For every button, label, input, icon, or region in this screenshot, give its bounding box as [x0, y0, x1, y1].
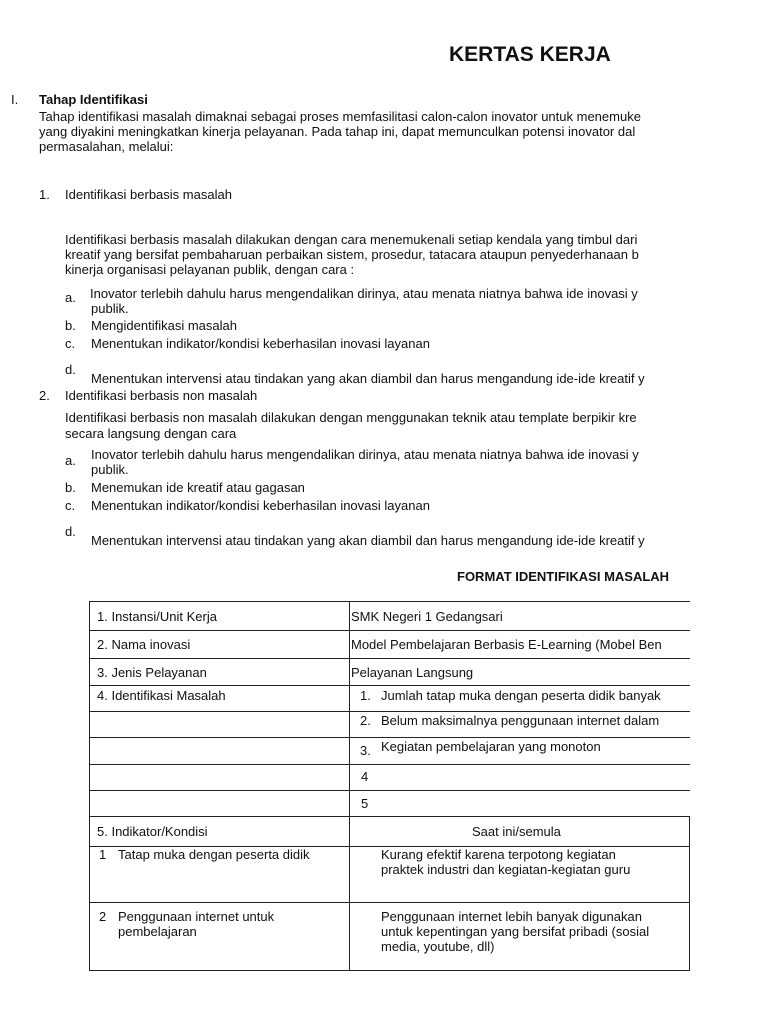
problem-text: Belum maksimalnya penggunaan internet dalam [381, 713, 660, 728]
table-rule [689, 816, 690, 971]
table-rule [89, 711, 690, 712]
problem-number: 3. [360, 743, 371, 758]
indicator-number: 1 [99, 847, 107, 862]
section-intro-line: yang diyakini meningkatkan kinerja pelayanan. Pada tahap ini, dapat memunculkan potensi inovator dal [39, 124, 636, 139]
table-rule [349, 601, 350, 971]
item1-step-b-marker: b. [65, 318, 76, 333]
section-intro-line: permasalahan, melalui: [39, 139, 174, 154]
item1-step-a-marker: a. [65, 290, 76, 305]
item1-paragraph-line: kinerja organisasi pelayanan publik, dengan cara : [65, 262, 355, 277]
item2-step-c-text: Menentukan indikator/kondisi keberhasilan inovasi layanan [91, 498, 430, 513]
indicator-value: untuk kepentingan yang bersifat pribadi (sosial [381, 924, 650, 939]
indicator-header-column: Saat ini/semula [472, 824, 561, 839]
item2-heading: Identifikasi berbasis non masalah [65, 388, 258, 403]
row-value: SMK Negeri 1 Gedangsari [351, 609, 503, 624]
row-value: Model Pembelajaran Berbasis E-Learning (Mobel Ben [351, 637, 662, 652]
table-rule [89, 790, 690, 791]
item2-step-b-text: Menemukan ide kreatif atau gagasan [91, 480, 305, 495]
problem-text: Jumlah tatap muka dengan peserta didik banyak [381, 688, 661, 703]
item1-paragraph-line: Identifikasi berbasis masalah dilakukan dengan cara menemukenali setiap kendala yang timbul dari [65, 232, 638, 247]
indicator-header-label: 5. Indikator/Kondisi [97, 824, 208, 839]
section-intro-line: Tahap identifikasi masalah dimaknai sebagai proses memfasilitasi calon-calon inovator untuk menemuke [39, 109, 641, 124]
table-rule [89, 601, 90, 971]
section-heading: Tahap Identifikasi [39, 92, 148, 107]
item2-step-a-text: Inovator terlebih dahulu harus mengendalikan dirinya, atau menata niatnya bahwa ide inovasi y [91, 447, 639, 462]
indicator-label: Penggunaan internet untuk [118, 909, 275, 924]
problem-number: 2. [360, 713, 371, 728]
table-title: FORMAT IDENTIFIKASI MASALAH [457, 569, 670, 584]
item2-step-a-marker: a. [65, 453, 76, 468]
item2-step-b-marker: b. [65, 480, 76, 495]
indicator-number: 2 [99, 909, 107, 924]
item2-step-a-text-cont: publik. [91, 462, 129, 477]
item2-step-d-marker: d. [65, 524, 76, 539]
problem-number: 1. [360, 688, 371, 703]
indicator-label: pembelajaran [118, 924, 197, 939]
row-label: 4. Identifikasi Masalah [97, 688, 226, 703]
indicator-value: media, youtube, dll) [381, 939, 495, 954]
table-rule [89, 685, 690, 686]
section-number: I. [11, 92, 19, 107]
item2-number: 2. [39, 388, 50, 403]
indicator-value: Kurang efektif karena terpotong kegiatan [381, 847, 616, 862]
table-rule [89, 630, 690, 631]
item2-paragraph-line: secara langsung dengan cara [65, 426, 237, 441]
problem-text: Kegiatan pembelajaran yang monoton [381, 739, 601, 754]
indicator-label: Tatap muka dengan peserta didik [118, 847, 310, 862]
problem-number: 4 [361, 769, 369, 784]
item1-paragraph-line: kreatif yang bersifat pembaharuan perbaikan sistem, prosedur, tatacara ataupun penyederhanaan b [65, 247, 639, 262]
item1-step-c-text: Menentukan indikator/kondisi keberhasilan inovasi layanan [91, 336, 430, 351]
indicator-value: Penggunaan internet lebih banyak digunakan [381, 909, 642, 924]
indicator-value: praktek industri dan kegiatan-kegiatan guru [381, 862, 631, 877]
problem-number: 5 [361, 796, 369, 811]
item2-step-d-text: Menentukan intervensi atau tindakan yang akan diambil dan harus mengandung ide-ide kreatif y [91, 533, 645, 548]
table-rule [89, 658, 690, 659]
item1-step-a-text-cont: publik. [91, 301, 129, 316]
row-label: 3. Jenis Pelayanan [97, 665, 207, 680]
item1-step-a-text: Inovator terlebih dahulu harus mengendalikan dirinya, atau menata niatnya bahwa ide inovasi y [90, 286, 638, 301]
row-label: 2. Nama inovasi [97, 637, 191, 652]
item1-number: 1. [39, 187, 50, 202]
item1-heading: Identifikasi berbasis masalah [65, 187, 232, 202]
item1-step-b-text: Mengidentifikasi masalah [91, 318, 237, 333]
table-rule [89, 737, 690, 738]
item2-paragraph-line: Identifikasi berbasis non masalah dilakukan dengan menggunakan teknik atau template berpikir kre [65, 410, 637, 425]
table-rule [89, 970, 690, 971]
row-value: Pelayanan Langsung [351, 665, 474, 680]
document-title: KERTAS KERJA [449, 43, 611, 66]
table-rule [89, 601, 690, 602]
item1-step-c-marker: c. [65, 336, 76, 351]
item1-step-d-marker: d. [65, 362, 76, 377]
row-label: 1. Instansi/Unit Kerja [97, 609, 217, 624]
item1-step-d-text: Menentukan intervensi atau tindakan yang akan diambil dan harus mengandung ide-ide kreatif y [91, 371, 645, 386]
table-rule [89, 902, 690, 903]
table-rule [89, 764, 690, 765]
table-rule [89, 816, 690, 817]
item2-step-c-marker: c. [65, 498, 76, 513]
